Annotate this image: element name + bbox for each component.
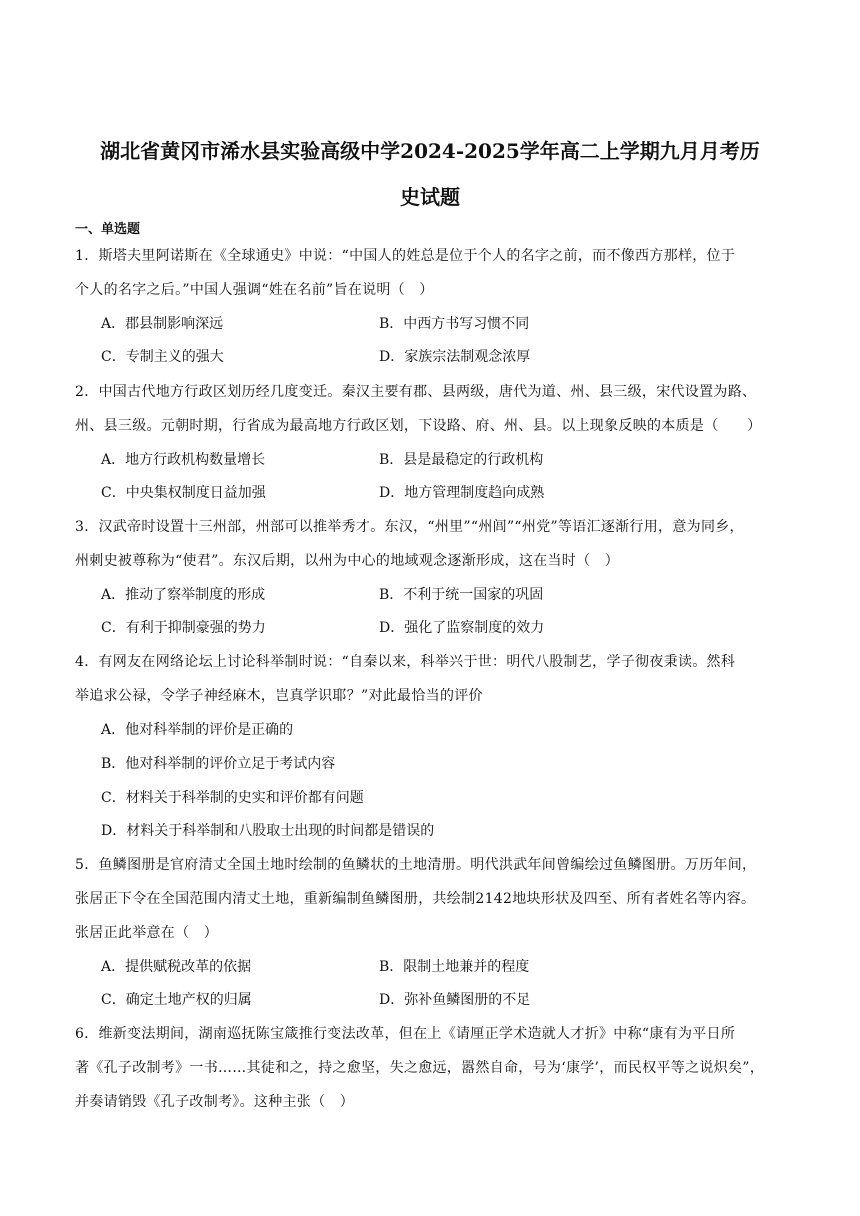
question-4-option-d: D．材料关于科举制和八股取士出现的时间都是错误的 [101, 823, 435, 839]
question-2-option-b: B．县是最稳定的行政机构 [379, 452, 544, 468]
question-6-text-line-1: 6．维新变法期间，湖南巡抚陈宝箴推行变法改革，但在上《请厘正学术造就人才折》中称“康有为平日所 [75, 1026, 736, 1042]
question-5-option-c: C．确定土地产权的归属 [101, 992, 252, 1008]
question-3-option-c: C．有利于抑制豪强的势力 [101, 620, 266, 636]
question-2-text-line-1: 2．中国古代地方行政区划历经几度变迁。秦汉主要有郡、县两级，唐代为道、州、县三级，宋代设置为路、 [75, 384, 757, 400]
question-4-option-b: B．他对科举制的评价立足于考试内容 [101, 756, 336, 772]
exam-title-line-1: 湖北省黄冈市浠水县实验高级中学2024-2025学年高二上学期九月月考历 [100, 139, 760, 163]
question-5-text-line-3: 张居正此举意在（ ） [75, 925, 218, 941]
exam-title-line-2: 史试题 [400, 185, 460, 209]
question-1-option-d: D．家族宗法制观念浓厚 [379, 349, 531, 365]
question-5-text-line-2: 张居正下令在全国范围内清丈土地，重新编制鱼鳞图册，共绘制2142地块形状及四至、所有者姓名等内容。 [75, 891, 756, 907]
question-2-text-line-2: 州、县三级。元朝时期，行省成为最高地方行政区划，下设路、府、州、县。以上现象反映的本质是（ ） [75, 418, 762, 434]
question-3-option-a: A．推动了察举制度的形成 [101, 587, 266, 603]
question-6-text-line-3: 并奏请销毁《孔子改制考》。这种主张（ ） [75, 1094, 354, 1110]
question-4-text-line-2: 举追求公禄，令学子神经麻木，岂真学识耶？”对此最恰当的评价 [75, 688, 483, 704]
question-3-option-b: B．不利于统一国家的巩固 [379, 587, 544, 603]
question-5-option-b: B．限制土地兼并的程度 [379, 959, 530, 975]
question-6-text-line-2: 著《孔子改制考》一书……其徒和之，持之愈坚，失之愈远，嚣然自命，号为‘康学’，而民权平等之说炽矣”， [75, 1060, 765, 1076]
question-2-option-c: C．中央集权制度日益加强 [101, 485, 266, 501]
question-3-text-line-1: 3．汉武帝时设置十三州部，州部可以推举秀才。东汉，“州里”“州闾”“州党”等语汇逐渐行用，意为同乡， [75, 519, 744, 535]
question-2-option-a: A．地方行政机构数量增长 [101, 452, 266, 468]
question-1-option-b: B．中西方书写习惯不同 [379, 316, 530, 332]
question-5-text-line-1: 5．鱼鳞图册是官府清丈全国土地时绘制的鱼鳞状的土地清册。明代洪武年间曾编绘过鱼鳞图册。万历年间， [75, 857, 757, 873]
question-5-option-d: D．弥补鱼鳞图册的不足 [379, 992, 531, 1008]
question-1-option-a: A．郡县制影响深远 [101, 316, 224, 332]
question-1-text-line-2: 个人的名字之后。”中国人强调“姓在名前”旨在说明（ ） [75, 282, 434, 298]
question-5-option-a: A．提供赋税改革的依据 [101, 959, 252, 975]
question-4-text-line-1: 4．有网友在网络论坛上讨论科举制时说：“自秦以来，科举兴于世：明代八股制艺，学子彻夜秉读。然科 [75, 654, 736, 670]
question-1-option-c: C．专制主义的强大 [101, 349, 224, 365]
section-heading: 一、单选题 [75, 222, 141, 237]
question-1-text-line-1: 1．斯塔夫里阿诺斯在《全球通史》中说：“中国人的姓总是位于个人的名字之前，而不像西方那样，位于 [75, 248, 736, 264]
question-4-option-c: C．材料关于科举制的史实和评价都有问题 [101, 790, 364, 806]
question-4-option-a: A．他对科举制的评价是正确的 [101, 722, 294, 738]
question-3-text-line-2: 州刺史被尊称为“使君”。东汉后期，以州为中心的地域观念逐渐形成，这在当时（ ） [75, 553, 620, 569]
question-3-option-d: D．强化了监察制度的效力 [379, 620, 545, 636]
question-2-option-d: D．地方管理制度趋向成熟 [379, 485, 545, 501]
